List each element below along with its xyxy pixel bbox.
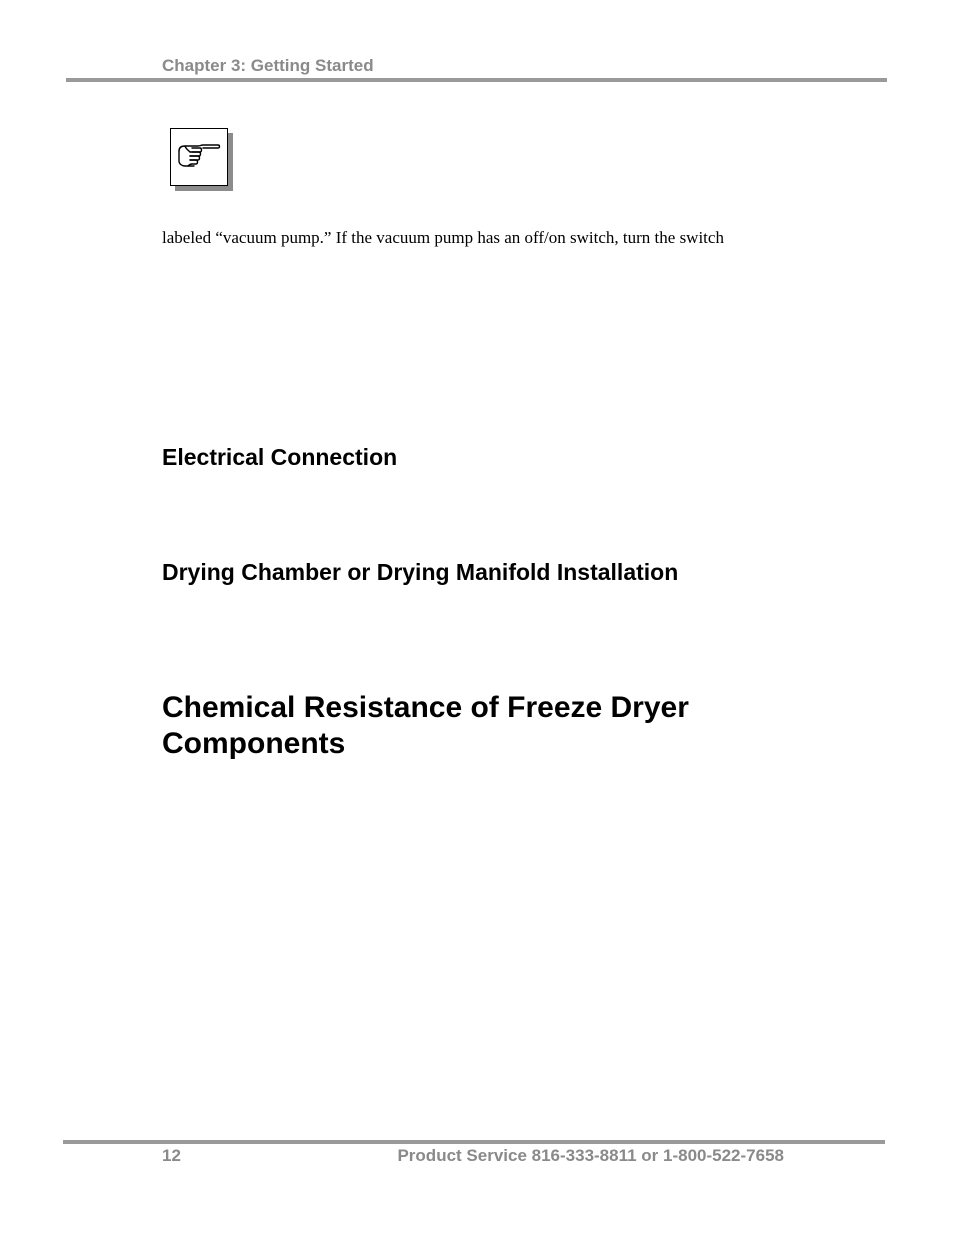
heading-electrical-connection: Electrical Connection (162, 444, 398, 470)
pointing-hand-icon (176, 140, 222, 175)
note-box (170, 128, 228, 186)
heading-drying-chamber-installation: Drying Chamber or Drying Manifold Installation (162, 559, 679, 585)
product-service-contact: Product Service 816-333-8811 or 1-800-522-7658 (397, 1146, 784, 1165)
page-number: 12 (162, 1146, 181, 1165)
header-rule (66, 78, 887, 82)
body-text-line: labeled “vacuum pump.” If the vacuum pump has an off/on switch, turn the switch (162, 228, 724, 247)
chapter-header: Chapter 3: Getting Started (162, 56, 374, 75)
footer-rule (63, 1140, 885, 1144)
heading-chemical-resistance: Chemical Resistance of Freeze Dryer Components (162, 691, 689, 760)
